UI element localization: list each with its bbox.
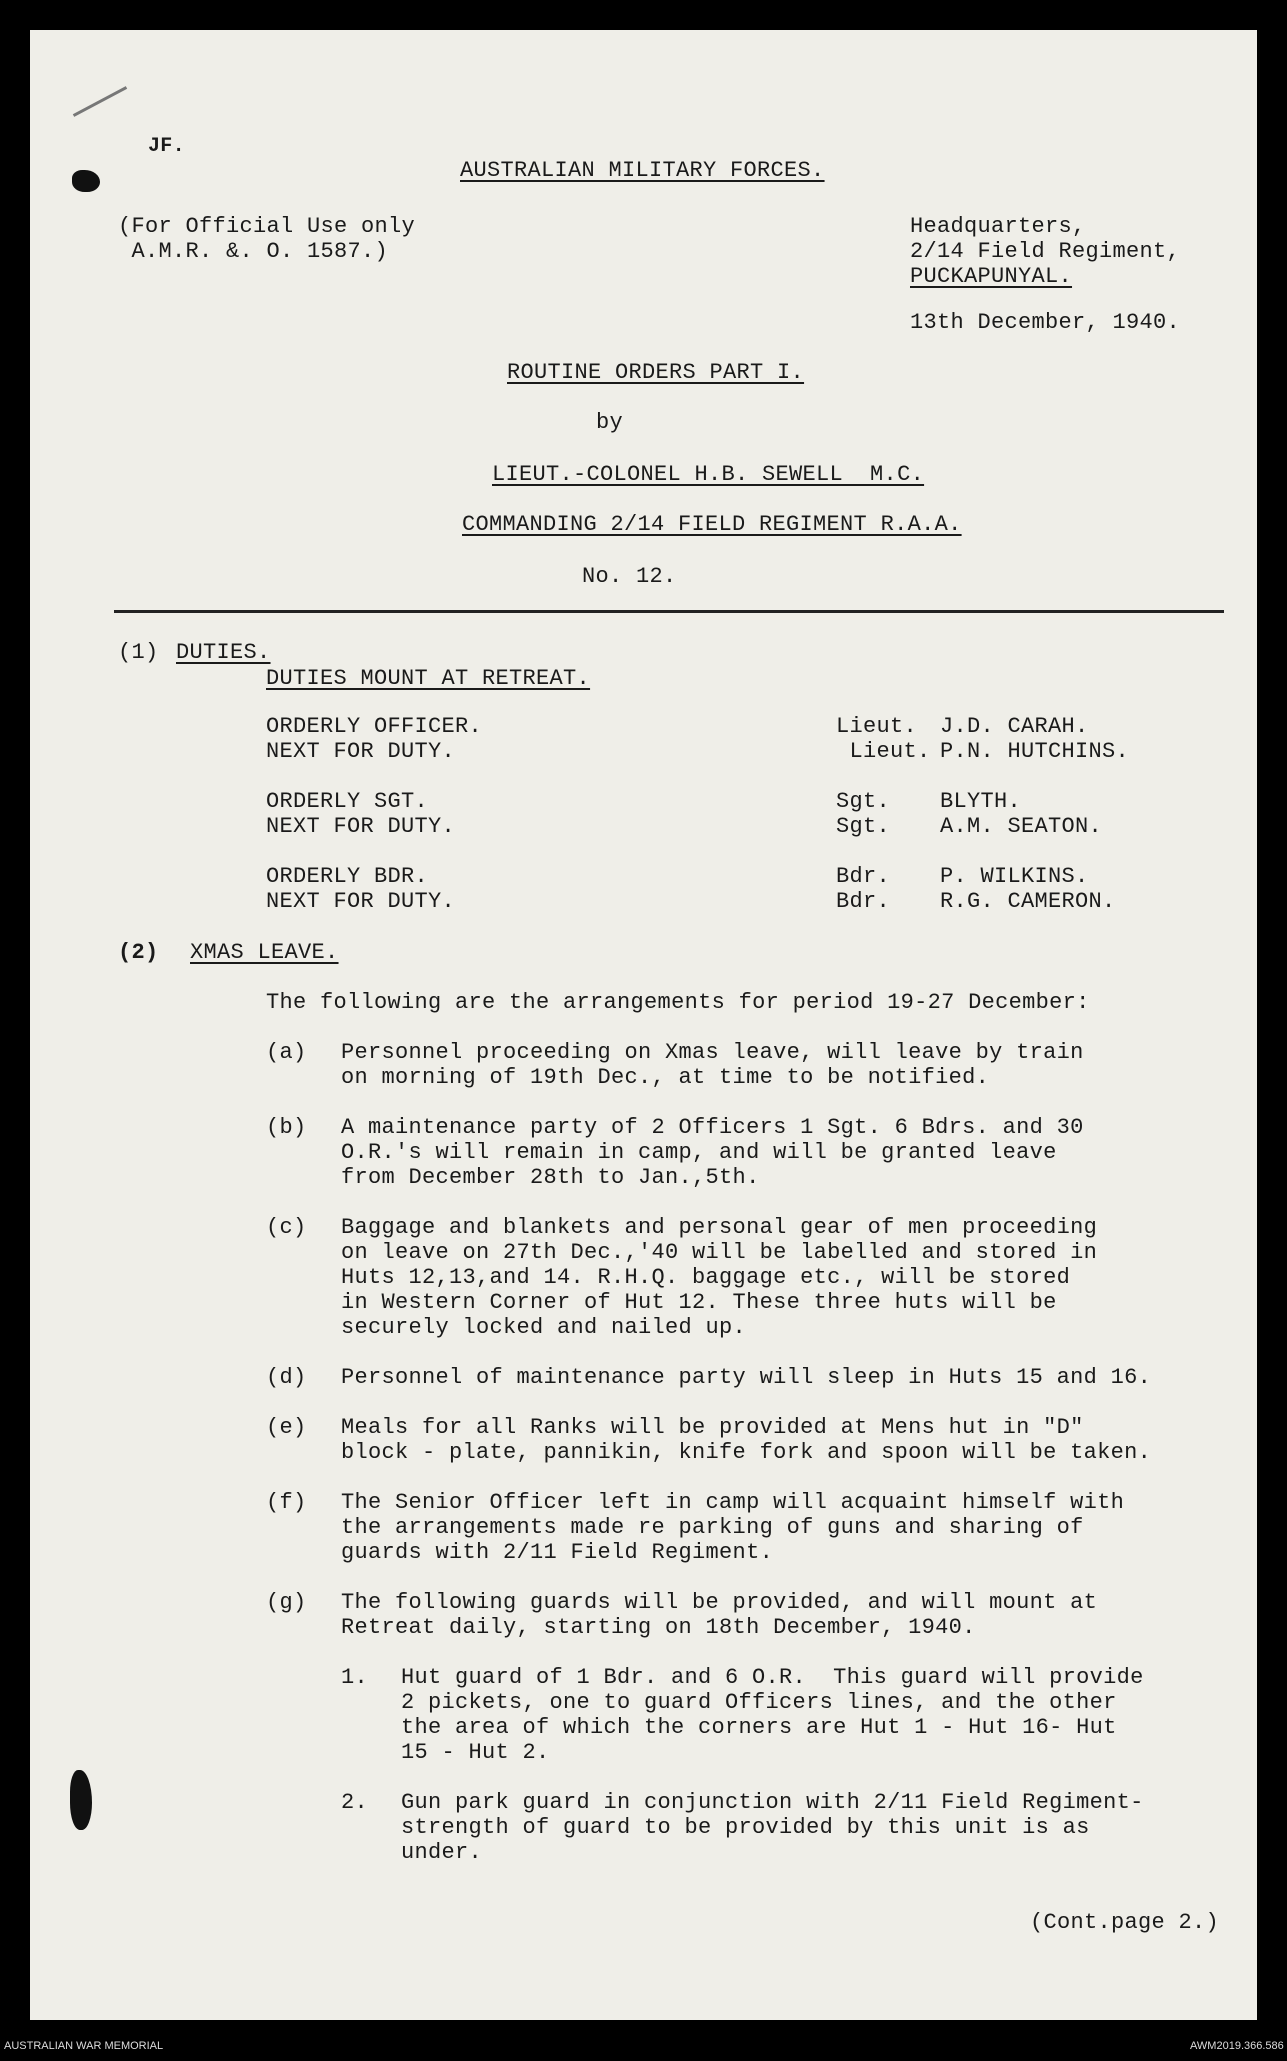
duty-name: P. WILKINS. <box>940 864 1089 889</box>
item-label: (g) <box>266 1590 307 1615</box>
item-line: Baggage and blankets and personal gear of men proceeding <box>341 1215 1098 1240</box>
item-line: securely locked and nailed up. <box>341 1315 747 1340</box>
section-2-heading: XMAS LEAVE. <box>190 940 339 965</box>
item-line: O.R.'s will remain in camp, and will be granted leave <box>341 1140 1057 1165</box>
subitem-line: Hut guard of 1 Bdr. and 6 O.R. This guard will provide <box>401 1665 1144 1690</box>
subitem-line: Gun park guard in conjunction with 2/11 Field Regiment- <box>401 1790 1144 1815</box>
section-1-number: (1) <box>118 640 159 665</box>
section-2-number: (2) <box>118 940 159 965</box>
duty-role: ORDERLY SGT. <box>266 789 429 814</box>
orders-title: ROUTINE ORDERS PART I. <box>507 360 805 385</box>
order-number: No. 12. <box>582 564 677 589</box>
officer-name: LIEUT.-COLONEL H.B. SEWELL M.C. <box>492 462 925 487</box>
subitem-label: 2. <box>341 1790 369 1815</box>
item-line: The Senior Officer left in camp will acquaint himself with <box>341 1490 1125 1515</box>
duty-role: NEXT FOR DUTY. <box>266 739 456 764</box>
item-label: (d) <box>266 1365 307 1390</box>
duty-rank: Lieut. <box>836 714 918 739</box>
item-line: on leave on 27th Dec.,'40 will be labelled and stored in <box>341 1240 1098 1265</box>
initials: JF. <box>148 135 185 158</box>
section-1-heading: DUTIES. <box>176 640 271 665</box>
section-1-subheading: DUTIES MOUNT AT RETREAT. <box>266 666 591 691</box>
item-line: on morning of 19th Dec., at time to be notified. <box>341 1065 990 1090</box>
item-line: from December 28th to Jan.,5th. <box>341 1165 760 1190</box>
item-label: (f) <box>266 1490 307 1515</box>
duty-role: NEXT FOR DUTY. <box>266 814 456 839</box>
hq-line-1: Headquarters, <box>910 214 1086 239</box>
duty-rank: Lieut. <box>836 739 931 764</box>
duty-name: BLYTH. <box>940 789 1022 814</box>
duty-name: A.M. SEATON. <box>940 814 1103 839</box>
duty-name: P.N. HUTCHINS. <box>940 739 1130 764</box>
duty-role: NEXT FOR DUTY. <box>266 889 456 914</box>
subitem-line: under. <box>401 1840 483 1865</box>
footer-id: AWM2019.366.586 <box>1190 2040 1284 2052</box>
item-line: in Western Corner of Hut 12. These three huts will be <box>341 1290 1057 1315</box>
duty-rank: Bdr. <box>836 864 891 889</box>
item-line: The following guards will be provided, and will mount at <box>341 1590 1098 1615</box>
item-line: guards with 2/11 Field Regiment. <box>341 1540 774 1565</box>
classification-line-2: A.M.R. &. O. 1587.) <box>118 239 389 264</box>
duty-rank: Sgt. <box>836 789 891 814</box>
document-page <box>30 30 1257 2020</box>
duty-name: J.D. CARAH. <box>940 714 1089 739</box>
section-2-intro: The following are the arrangements for period 19-27 December: <box>266 990 1090 1015</box>
item-line: block - plate, pannikin, knife fork and spoon will be taken. <box>341 1440 1152 1465</box>
document-date: 13th December, 1940. <box>910 310 1181 335</box>
item-label: (e) <box>266 1415 307 1440</box>
subitem-label: 1. <box>341 1665 369 1690</box>
item-line: Personnel of maintenance party will sleep in Huts 15 and 16. <box>341 1365 1152 1390</box>
subitem-line: 2 pickets, one to guard Officers lines, and the other <box>401 1690 1117 1715</box>
command-line: COMMANDING 2/14 FIELD REGIMENT R.A.A. <box>462 512 962 537</box>
duty-rank: Sgt. <box>836 814 891 839</box>
duty-role: ORDERLY OFFICER. <box>266 714 483 739</box>
subitem-line: 15 - Hut 2. <box>401 1740 550 1765</box>
continuation-note: (Cont.page 2.) <box>1030 1910 1220 1935</box>
classification-line-1: (For Official Use only <box>118 214 416 239</box>
punch-hole-bottom <box>70 1770 92 1830</box>
hq-line-3: PUCKAPUNYAL. <box>910 264 1073 289</box>
document-title: AUSTRALIAN MILITARY FORCES. <box>460 158 825 183</box>
duty-rank: Bdr. <box>836 889 891 914</box>
item-line: Meals for all Ranks will be provided at Mens hut in "D" <box>341 1415 1084 1440</box>
duty-role: ORDERLY BDR. <box>266 864 429 889</box>
duty-name: R.G. CAMERON. <box>940 889 1116 914</box>
punch-hole-top <box>72 170 100 192</box>
item-label: (c) <box>266 1215 307 1240</box>
item-line: Personnel proceeding on Xmas leave, will leave by train <box>341 1040 1084 1065</box>
item-line: Huts 12,13,and 14. R.H.Q. baggage etc., will be stored <box>341 1265 1071 1290</box>
divider-rule <box>114 610 1224 613</box>
fold-mark <box>73 86 127 117</box>
footer-source: AUSTRALIAN WAR MEMORIAL <box>4 2040 164 2052</box>
item-label: (a) <box>266 1040 307 1065</box>
subitem-line: the area of which the corners are Hut 1 - Hut 16- Hut <box>401 1715 1117 1740</box>
item-label: (b) <box>266 1115 307 1140</box>
hq-line-2: 2/14 Field Regiment, <box>910 239 1181 264</box>
orders-by: by <box>596 410 624 435</box>
item-line: the arrangements made re parking of guns and sharing of <box>341 1515 1084 1540</box>
item-line: Retreat daily, starting on 18th December, 1940. <box>341 1615 976 1640</box>
subitem-line: strength of guard to be provided by this unit is as <box>401 1815 1090 1840</box>
item-line: A maintenance party of 2 Officers 1 Sgt. 6 Bdrs. and 30 <box>341 1115 1084 1140</box>
